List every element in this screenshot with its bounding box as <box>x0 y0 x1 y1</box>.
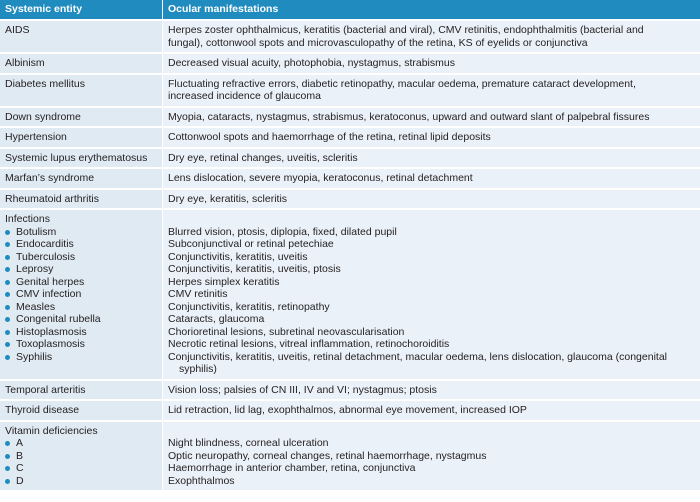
entity-cell: Marfan’s syndrome <box>0 167 163 188</box>
manifest-cell <box>163 52 700 73</box>
manifest-line: CMV retinitis <box>168 288 228 300</box>
manifest-cell <box>163 106 700 127</box>
list-item: Endocarditis <box>5 238 158 251</box>
list-item: Leprosy <box>5 263 158 276</box>
manifest-cell <box>163 399 700 420</box>
entity-cell-infections <box>0 208 163 379</box>
list-item: A <box>5 437 158 450</box>
manifest-line: Subconjunctival or retinal petechiae <box>168 238 334 250</box>
bullet-icon <box>5 479 10 484</box>
table-row <box>0 19 700 52</box>
manifest-line: Conjunctivitis, keratitis, uveitis <box>168 250 308 263</box>
bullet-icon <box>5 466 10 471</box>
entity-cell: Temporal arteritis <box>0 379 163 400</box>
manifest-line: Fluctuating refractive errors, diabetic retinopathy, macular oedema, premature cataract development, <box>168 77 636 90</box>
manifest-line: Cataracts, glaucoma <box>168 313 265 325</box>
entity-cell: Hypertension <box>0 126 163 147</box>
entity-cell: AIDS <box>0 19 163 52</box>
manifest-line: Chorioretinal lesions, subretinal neovascularisation <box>168 325 405 338</box>
list-item: Histoplasmosis <box>5 326 158 339</box>
header-systemic-entity: Systemic entity <box>0 0 163 19</box>
manifest-line: Conjunctivitis, keratitis, retinopathy <box>168 300 330 313</box>
manifest-cell <box>163 19 700 52</box>
entity-cell: Rheumatoid arthritis <box>0 188 163 209</box>
manifest-cell <box>163 379 700 400</box>
list-item: Toxoplasmosis <box>5 338 158 351</box>
group-title: Infections <box>5 213 50 225</box>
list-item: Congenital rubella <box>5 313 158 326</box>
bullet-icon <box>5 242 10 247</box>
table-row <box>0 73 700 106</box>
manifest-cell <box>163 126 700 147</box>
bullet-icon <box>5 267 10 272</box>
bullet-icon <box>5 441 10 446</box>
manifest-line: Cottonwool spots and haemorrhage of the retina, retinal lipid deposits <box>168 131 491 143</box>
manifest-line: Conjunctivitis, keratitis, uveitis, ptosis <box>168 263 341 275</box>
bullet-icon <box>5 355 10 360</box>
header-row <box>0 0 700 19</box>
manifest-cell-vitamins <box>163 420 700 491</box>
entity-cell: Diabetes mellitus <box>0 73 163 106</box>
list-item: D <box>5 475 158 488</box>
bullet-icon <box>5 292 10 297</box>
table-row <box>0 106 700 127</box>
manifest-cell <box>163 147 700 168</box>
manifest-line: Vision loss; palsies of CN III, IV and VI; nystagmus; ptosis <box>168 383 437 396</box>
table-row-vitamins <box>0 420 700 491</box>
table-row <box>0 379 700 400</box>
manifest-line: Lid retraction, lid lag, exophthalmos, abnormal eye movement, increased IOP <box>168 404 527 416</box>
manifest-line: Conjunctivitis, keratitis, uveitis, retinal detachment, macular oedema, lens dislocation, glaucoma (congenital <box>168 350 667 363</box>
bullet-icon <box>5 305 10 310</box>
entity-cell: Down syndrome <box>0 106 163 127</box>
manifest-line: Haemorrhage in anterior chamber, retina, conjunctiva <box>168 462 416 474</box>
list-item: CMV infection <box>5 288 158 301</box>
manifest-line: Lens dislocation, severe myopia, keratoconus, retinal detachment <box>168 172 473 184</box>
bullet-icon <box>5 255 10 260</box>
list-item: B <box>5 450 158 463</box>
header-ocular-manifestations: Ocular manifestations <box>163 0 700 19</box>
table-row <box>0 52 700 73</box>
manifest-line: Exophthalmos <box>168 474 235 487</box>
manifest-cell <box>163 167 700 188</box>
entity-cell-vitamins <box>0 420 163 491</box>
manifest-line: Herpes simplex keratitis <box>168 275 280 288</box>
list-item: Genital herpes <box>5 276 158 289</box>
bullet-icon <box>5 317 10 322</box>
manifest-line: Herpes zoster ophthalmicus, keratitis (bacterial and viral), CMV retinitis, endophthalmitis (bacterial and <box>168 24 644 36</box>
table-row <box>0 188 700 209</box>
bullet-icon <box>5 230 10 235</box>
manifest-line: Blurred vision, ptosis, diplopia, fixed, dilated pupil <box>168 225 397 238</box>
list-item: C <box>5 462 158 475</box>
list-item: Measles <box>5 301 158 314</box>
entity-cell: Albinism <box>0 52 163 73</box>
bullet-icon <box>5 330 10 335</box>
bullet-icon <box>5 280 10 285</box>
manifest-line: Night blindness, corneal ulceration <box>168 437 329 449</box>
table-row <box>0 167 700 188</box>
manifest-line-cont: syphilis) <box>179 363 217 375</box>
bullet-icon <box>5 454 10 459</box>
manifest-line: Optic neuropathy, corneal changes, retinal haemorrhage, nystagmus <box>168 449 487 462</box>
manifest-line: fungal), cottonwool spots and microvasculopathy of the retina, KS of eyelids or conjunctiva <box>168 36 588 49</box>
list-item: Syphilis <box>5 351 158 364</box>
bullet-icon <box>5 342 10 347</box>
manifest-cell <box>163 188 700 209</box>
manifest-line: Decreased visual acuity, photophobia, nystagmus, strabismus <box>168 57 455 69</box>
manifest-cell-infections <box>163 208 700 379</box>
entity-cell: Thyroid disease <box>0 399 163 420</box>
list-item: Botulism <box>5 226 158 239</box>
manifest-line: Necrotic retinal lesions, vitreal inflammation, retinochoroiditis <box>168 338 450 350</box>
table-row <box>0 399 700 420</box>
manifest-line: Dry eye, keratitis, scleritis <box>168 192 288 205</box>
table-row <box>0 126 700 147</box>
manifest-line: Myopia, cataracts, nystagmus, strabismus, keratoconus, upward and outward slant of palpebral fissures <box>168 110 650 123</box>
table-row <box>0 147 700 168</box>
manifest-line: increased incidence of glaucoma <box>168 90 321 102</box>
table-row-infections <box>0 208 700 379</box>
list-item: Tuberculosis <box>5 251 158 264</box>
entity-cell: Systemic lupus erythematosus <box>0 147 163 168</box>
manifest-line: Dry eye, retinal changes, uveitis, scleritis <box>168 151 358 164</box>
manifest-cell <box>163 73 700 106</box>
group-title: Vitamin deficiencies <box>5 424 98 437</box>
